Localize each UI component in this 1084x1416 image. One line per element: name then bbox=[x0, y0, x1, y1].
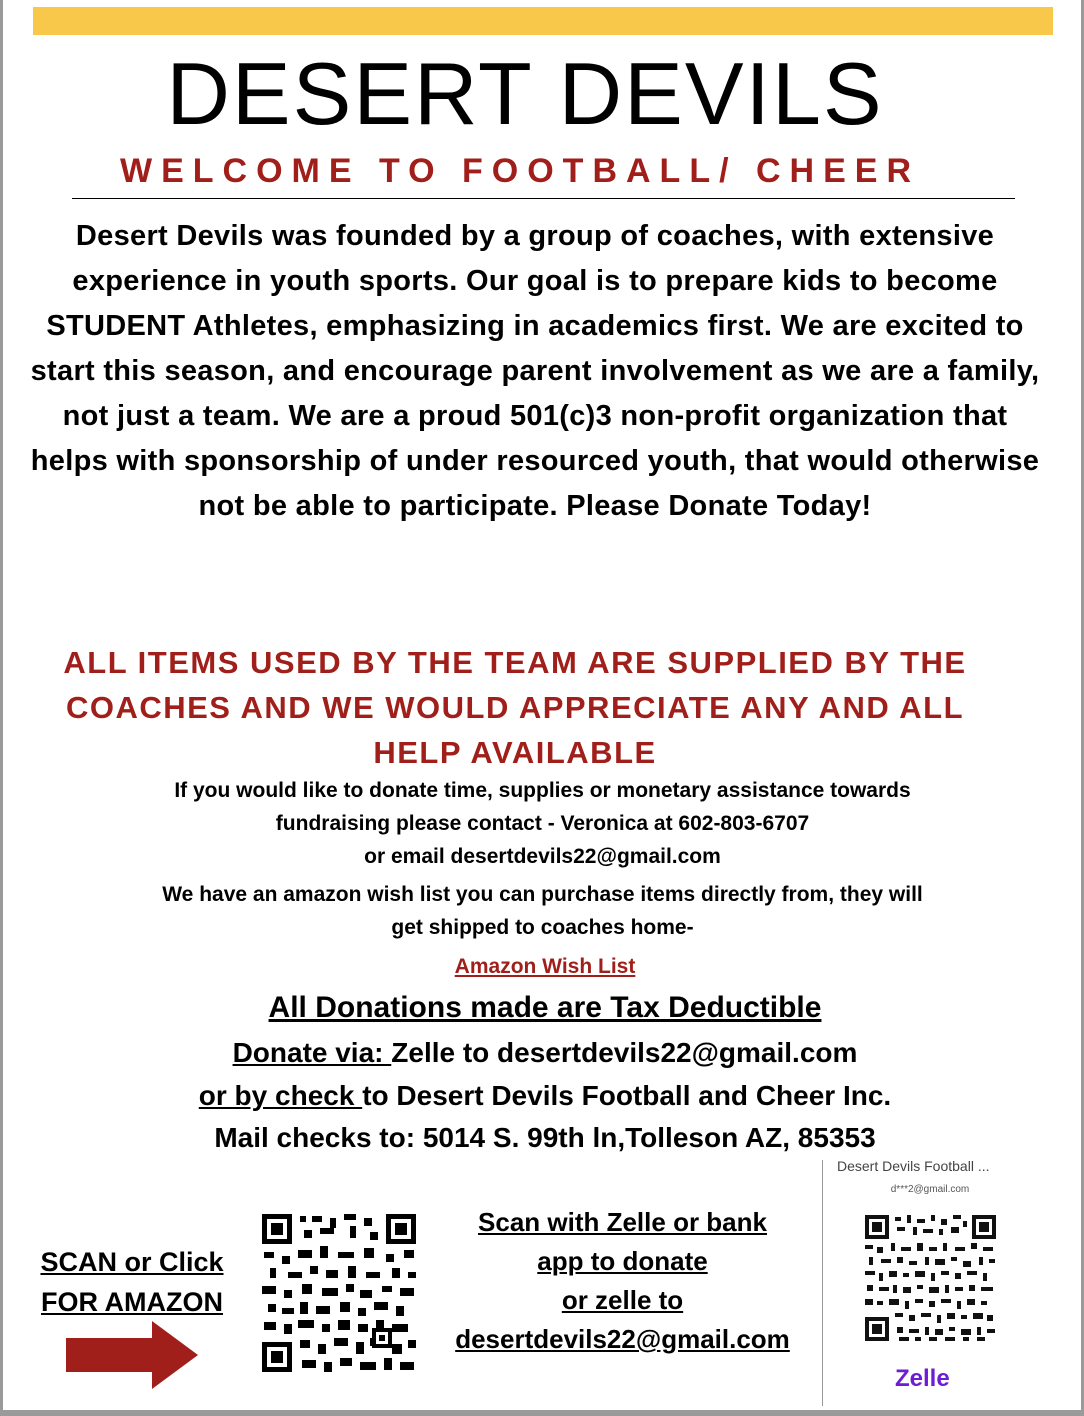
divider-rule bbox=[72, 198, 1015, 199]
donate-via-value: Zelle to desertdevils22@gmail.com bbox=[391, 1037, 858, 1068]
mail-address-line: Mail checks to: 5014 S. 99th ln,Tolleson AZ, 85353 bbox=[214, 1122, 876, 1153]
supplies-callout: ALL ITEMS USED BY THE TEAM ARE SUPPLIED BY THE COACHES AND WE WOULD APPRECIATE ANY AND ALL HELP AVAILABLE bbox=[63, 645, 967, 770]
contact-paragraph bbox=[30, 774, 1055, 873]
zelle-instruction-line: app to donate bbox=[537, 1246, 708, 1276]
wishlist-line: We have an amazon wish list you can purchase items directly from, they will bbox=[162, 883, 923, 906]
donate-via-line bbox=[40, 1032, 1050, 1074]
right-arrow-icon bbox=[66, 1321, 198, 1389]
page-title: DESERT DEVILS bbox=[166, 44, 884, 143]
tax-deductible-note: All Donations made are Tax Deductible bbox=[268, 991, 822, 1024]
page-border-left bbox=[0, 0, 3, 1416]
zelle-qr-code-icon[interactable] bbox=[863, 1213, 998, 1343]
zelle-instructions bbox=[430, 1203, 815, 1359]
zelle-instruction-line: Scan with Zelle or bank bbox=[478, 1207, 767, 1237]
scan-amazon-line: FOR AMAZON bbox=[41, 1287, 223, 1317]
wishlist-paragraph bbox=[30, 878, 1055, 944]
donate-via-label: Donate via: bbox=[232, 1037, 392, 1068]
zelle-card-name: Desert Devils Football ... bbox=[837, 1158, 990, 1174]
intro-paragraph: Desert Devils was founded by a group of coaches, with extensive experience in youth sports. Our goal is to prepare kids to become STUDENT Athletes, emphasizing in academics first. We are excited to start this season, and encourage parent involvement as we are a family, not just a team. We are a proud 501(c)3 non-profit organization that helps with sponsorship of under resourced youth, that would otherwise not be able to participate. Please Donate Today! bbox=[30, 220, 1040, 522]
top-accent-bar bbox=[33, 7, 1053, 35]
zelle-logo: Zelle bbox=[895, 1365, 950, 1392]
page-border-bottom bbox=[0, 1410, 1084, 1416]
amazon-qr-code-icon[interactable] bbox=[260, 1212, 418, 1374]
zelle-email-link[interactable]: desertdevils22@gmail.com bbox=[455, 1324, 790, 1354]
wishlist-line: get shipped to coaches home- bbox=[391, 916, 694, 939]
contact-line: or email desertdevils22@gmail.com bbox=[364, 845, 721, 868]
amazon-wish-list-link[interactable]: Amazon Wish List bbox=[454, 955, 636, 978]
scan-amazon-label[interactable] bbox=[22, 1242, 242, 1322]
check-label: or by check bbox=[198, 1080, 363, 1111]
contact-line: If you would like to donate time, supplies or monetary assistance towards bbox=[174, 779, 911, 802]
check-value: to Desert Devils Football and Cheer Inc. bbox=[362, 1080, 892, 1111]
zelle-instruction-line: or zelle to bbox=[561, 1285, 684, 1315]
zelle-card-email: d***2@gmail.com bbox=[890, 1184, 970, 1195]
zelle-card-divider bbox=[822, 1160, 823, 1406]
check-line bbox=[40, 1075, 1050, 1117]
scan-amazon-line: SCAN or Click bbox=[40, 1247, 224, 1277]
contact-line: fundraising please contact - Veronica at 602-803-6707 bbox=[275, 812, 810, 835]
page-subtitle: WELCOME TO FOOTBALL/ CHEER bbox=[119, 152, 920, 190]
